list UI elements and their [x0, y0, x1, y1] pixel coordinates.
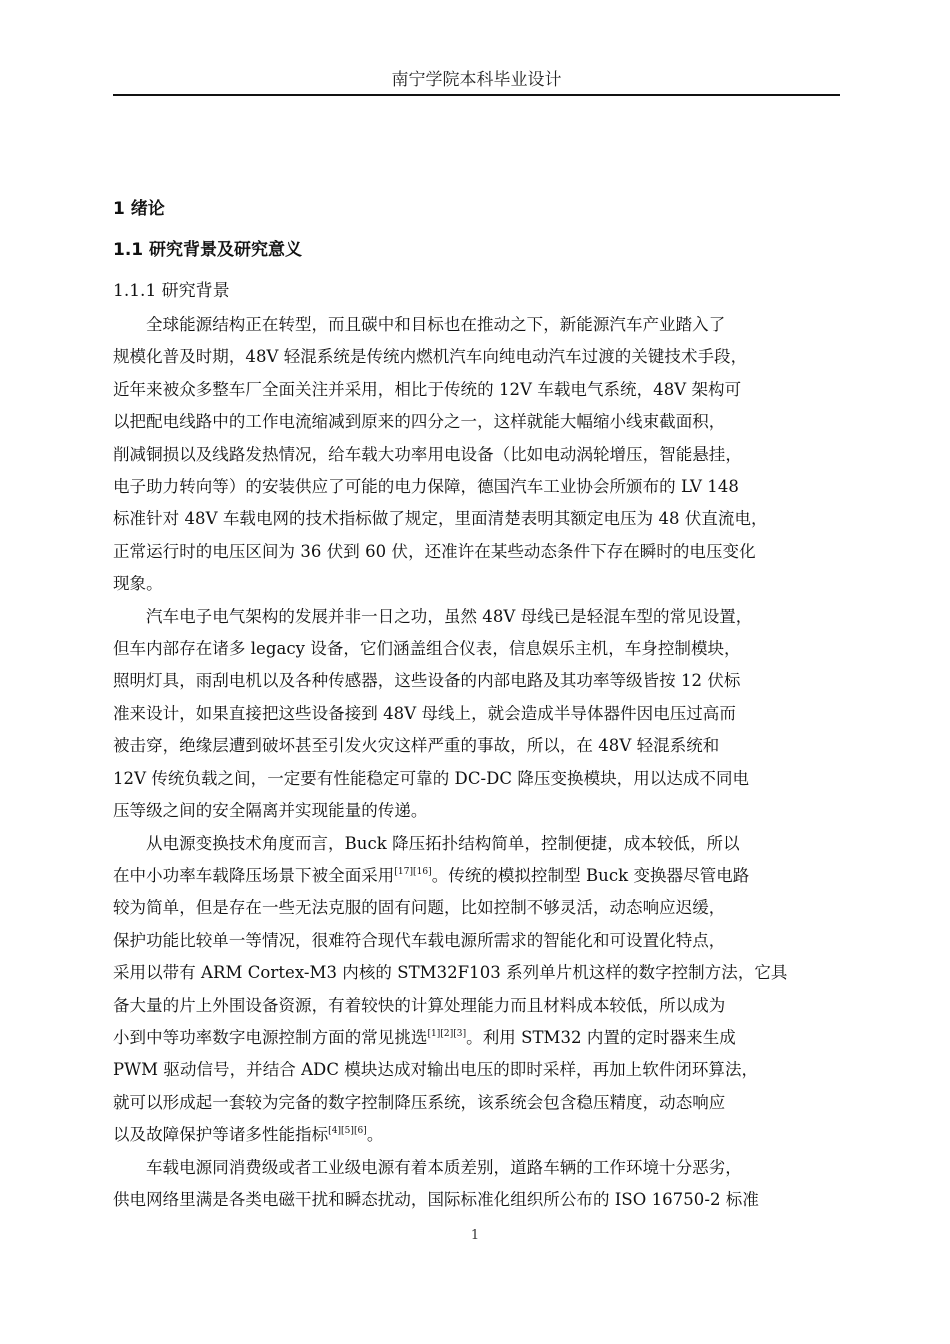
page-header-title: 南宁学院本科毕业设计 — [391, 70, 562, 90]
page-number: 1 — [470, 1228, 480, 1243]
paragraph-3 — [113, 828, 845, 1152]
paragraph-line: 近年来被众多整车厂全面关注并采用，相比于传统的 12V 车载电气系统，48V 架构可 — [113, 379, 742, 399]
paragraph-line: 汽车电子电气架构的发展并非一日之功，虽然 48V 母线已是轻混车型的常见设置， — [146, 606, 753, 626]
line-text: 。 — [366, 1125, 384, 1145]
section-title: 1.1 研究背景及研究意义 — [113, 240, 303, 260]
paragraph-line: 车载电源同消费级或者工业级电源有着本质差别，道路车辆的工作环境十分恶劣， — [146, 1157, 742, 1177]
paragraph-line: 规模化普及时期，48V 轻混系统是传统内燃机汽车向纯电动汽车过渡的关键技术手段， — [113, 347, 748, 367]
line-text: 以及故障保护等诸多性能指标 — [113, 1125, 329, 1145]
page-content — [113, 193, 845, 1216]
subsection-title: 1.1.1 研究背景 — [113, 281, 230, 301]
paragraph-line: 准来设计，如果直接把这些设备接到 48V 母线上，就会造成半导体器件因电压过高而 — [113, 703, 736, 723]
paragraph-4 — [113, 1152, 845, 1217]
paragraph-line — [113, 1022, 845, 1054]
header-rule — [113, 94, 840, 96]
paragraph-line: 从电源变换技术角度而言，Buck 降压拓扑结构简单，控制便捷，成本较低，所以 — [146, 833, 740, 853]
line-text: 。利用 STM32 内置的定时器来生成 — [466, 1027, 736, 1047]
paragraph-line: 但车内部存在诸多 legacy 设备，它们涵盖组合仪表，信息娱乐主机，车身控制模块， — [113, 639, 741, 659]
paragraph-line: 压等级之间的安全隔离并实现能量的传递。 — [113, 801, 428, 821]
paragraph-line: 采用以带有 ARM Cortex-M3 内核的 STM32F103 系列单片机这样的数字控制方法，它具 — [113, 963, 788, 983]
paragraph-line: 现象。 — [113, 574, 163, 594]
paragraph-line: 电子助力转向等）的安装供应了可能的电力保障，德国汽车工业协会所颁布的 LV 148 — [113, 477, 739, 497]
paragraph-2 — [113, 601, 845, 828]
line-text: 。传统的模拟控制型 Buck 变换器尽管电路 — [431, 865, 750, 885]
paragraph-line: 保护功能比较单一等情况，很难符合现代车载电源所需求的智能化和可设置化特点， — [113, 930, 726, 950]
paragraph-line: 照明灯具，雨刮电机以及各种传感器，这些设备的内部电路及其功率等级皆按 12 伏标 — [113, 671, 741, 691]
paragraph-line: 就可以形成起一套较为完备的数字控制降压系统，该系统会包含稳压精度，动态响应 — [113, 1092, 726, 1112]
citation-ref: [17][16] — [394, 866, 432, 877]
paragraph-line: 供电网络里满是各类电磁干扰和瞬态扰动，国际标准化组织所公布的 ISO 16750-2 标准 — [113, 1189, 759, 1209]
paragraph-line: 12V 传统负载之间，一定要有性能稳定可靠的 DC-DC 降压变换模块，用以达成不同电 — [113, 768, 750, 788]
paragraph-line: 削减铜损以及线路发热情况，给车载大功率用电设备（比如电动涡轮增压，智能悬挂， — [113, 444, 742, 464]
line-text: 小到中等功率数字电源控制方面的常见挑选 — [113, 1027, 428, 1047]
paragraph-1 — [113, 309, 845, 601]
citation-ref: [1][2][3] — [427, 1028, 467, 1039]
paragraph-line: 被击穿，绝缘层遭到破坏甚至引发火灾这样严重的事故，所以，在 48V 轻混系统和 — [113, 736, 720, 756]
citation-ref: [4][5][6] — [328, 1126, 367, 1137]
paragraph-line — [113, 860, 845, 892]
paragraph-line: 备大量的片上外围设备资源，有着较快的计算处理能力而且材料成本较低，所以成为 — [113, 995, 726, 1015]
paragraph-line: 标准针对 48V 车载电网的技术指标做了规定，里面清楚表明其额定电压为 48 伏直流电， — [113, 509, 768, 529]
paragraph-line: 较为简单，但是存在一些无法克服的固有问题，比如控制不够灵活，动态响应迟缓， — [113, 898, 726, 918]
paragraph-line: 全球能源结构正在转型，而且碳中和目标也在推动之下，新能源汽车产业踏入了 — [146, 315, 726, 334]
paragraph-line: 正常运行时的电压区间为 36 伏到 60 伏，还准许在某些动态条件下存在瞬时的电压变化 — [113, 541, 756, 561]
paragraph-line — [113, 1119, 845, 1151]
paragraph-line: 以把配电线路中的工作电流缩减到原来的四分之一，这样就能大幅缩小线束截面积， — [113, 412, 726, 432]
line-text: 在中小功率车载降压场景下被全面采用 — [113, 865, 395, 885]
chapter-title: 1 绪论 — [113, 199, 165, 219]
paragraph-line: PWM 驱动信号，并结合 ADC 模块达成对输出电压的即时采样，再加上软件闭环算法， — [113, 1060, 759, 1080]
